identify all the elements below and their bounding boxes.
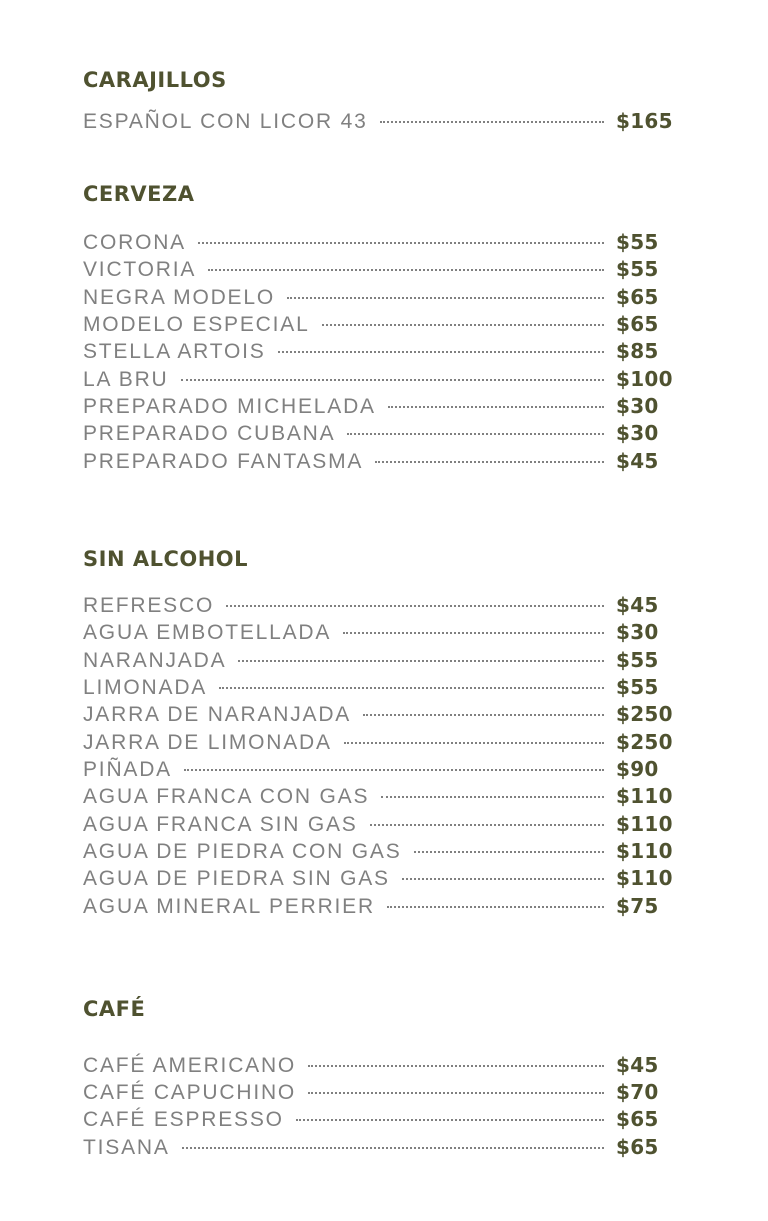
dot-leader <box>363 713 604 716</box>
item-name: CAFÉ AMERICANO <box>83 1054 297 1077</box>
item-price: $110 <box>616 866 673 890</box>
dot-leader <box>375 460 604 463</box>
menu-item <box>83 783 676 810</box>
item-name: VICTORIA <box>83 258 197 281</box>
item-name: PIÑADA <box>83 758 172 781</box>
item-price: $90 <box>616 757 659 781</box>
menu-item <box>83 366 676 393</box>
dot-leader <box>198 241 604 244</box>
item-price: $250 <box>616 702 673 726</box>
menu-item <box>83 592 676 619</box>
section-title-carajillos: CARAJILLOS <box>83 68 227 92</box>
dot-leader <box>380 120 604 123</box>
item-name: LIMONADA <box>83 676 208 699</box>
dot-leader <box>184 768 604 771</box>
item-price: $110 <box>616 812 673 836</box>
dot-leader <box>414 850 604 853</box>
item-price: $55 <box>616 648 659 672</box>
menu-item <box>83 393 676 420</box>
item-price: $55 <box>616 230 659 254</box>
menu-item <box>83 619 676 646</box>
item-price: $250 <box>616 730 673 754</box>
dot-leader <box>308 1091 604 1094</box>
menu-item <box>83 674 676 701</box>
item-name: JARRA DE NARANJADA <box>83 703 352 726</box>
dot-leader <box>182 1146 604 1149</box>
item-price: $65 <box>616 312 659 336</box>
menu-item <box>83 229 676 256</box>
dot-leader <box>381 795 604 798</box>
item-name: AGUA FRANCA SIN GAS <box>83 813 358 836</box>
dot-leader <box>308 1064 604 1067</box>
dot-leader <box>347 432 604 435</box>
item-name: CAFÉ CAPUCHINO <box>83 1081 297 1104</box>
item-name: NEGRA MODELO <box>83 286 275 309</box>
dot-leader <box>226 604 604 607</box>
menu-item <box>83 1079 676 1106</box>
dot-leader <box>181 378 605 381</box>
menu-item <box>83 1052 676 1079</box>
item-name: TISANA <box>83 1136 170 1159</box>
dot-leader <box>287 296 604 299</box>
item-name: AGUA DE PIEDRA CON GAS <box>83 840 402 863</box>
item-price: $85 <box>616 339 659 363</box>
dot-leader <box>388 405 604 408</box>
dot-leader <box>296 1118 604 1121</box>
menu-item <box>83 729 676 756</box>
section-title-cerveza: CERVEZA <box>83 182 195 206</box>
item-price: $55 <box>616 257 659 281</box>
item-price: $165 <box>616 109 673 133</box>
item-price: $110 <box>616 839 673 863</box>
item-name: PREPARADO MICHELADA <box>83 395 376 418</box>
item-price: $65 <box>616 1107 659 1131</box>
item-price: $65 <box>616 285 659 309</box>
item-price: $75 <box>616 894 659 918</box>
item-price: $45 <box>616 449 659 473</box>
item-price: $45 <box>616 593 659 617</box>
dot-leader <box>278 350 604 353</box>
menu-item <box>83 893 676 920</box>
item-price: $45 <box>616 1053 659 1077</box>
item-name: AGUA FRANCA CON GAS <box>83 785 370 808</box>
item-name: ESPAÑOL CON LICOR 43 <box>83 110 368 133</box>
menu-item <box>83 756 676 783</box>
item-name: PREPARADO CUBANA <box>83 422 336 445</box>
item-name: LA BRU <box>83 368 169 391</box>
dot-leader <box>387 905 604 908</box>
item-name: AGUA EMBOTELLADA <box>83 621 332 644</box>
dot-leader <box>238 659 604 662</box>
item-name: REFRESCO <box>83 594 215 617</box>
dot-leader <box>344 741 604 744</box>
section-title-cafe: CAFÉ <box>83 997 146 1021</box>
item-name: AGUA DE PIEDRA SIN GAS <box>83 867 390 890</box>
menu-item <box>83 256 676 283</box>
item-name: NARANJADA <box>83 649 227 672</box>
menu-item <box>83 865 676 892</box>
menu-item <box>83 420 676 447</box>
dot-leader <box>219 686 604 689</box>
menu-item <box>83 647 676 674</box>
dot-leader <box>208 268 604 271</box>
menu-item <box>83 1106 676 1133</box>
item-price: $30 <box>616 421 659 445</box>
menu-item <box>83 108 676 135</box>
item-price: $110 <box>616 784 673 808</box>
item-name: JARRA DE LIMONADA <box>83 731 332 754</box>
menu-item <box>83 311 676 338</box>
section-title-sin-alcohol: SIN ALCOHOL <box>83 547 249 571</box>
menu-item <box>83 838 676 865</box>
menu-item <box>83 1134 676 1161</box>
item-price: $30 <box>616 620 659 644</box>
item-name: STELLA ARTOIS <box>83 340 266 363</box>
item-price: $100 <box>616 367 673 391</box>
item-name: CORONA <box>83 231 186 254</box>
item-price: $70 <box>616 1080 659 1104</box>
item-name: CAFÉ ESPRESSO <box>83 1108 284 1131</box>
menu-item <box>83 701 676 728</box>
item-name: AGUA MINERAL PERRIER <box>83 895 375 918</box>
dot-leader <box>322 323 604 326</box>
item-name: PREPARADO FANTASMA <box>83 450 364 473</box>
dot-leader <box>343 631 604 634</box>
dot-leader <box>402 877 604 880</box>
menu-item <box>83 338 676 365</box>
menu-item <box>83 811 676 838</box>
item-price: $55 <box>616 675 659 699</box>
menu-item <box>83 448 676 475</box>
item-price: $65 <box>616 1135 659 1159</box>
item-price: $30 <box>616 394 659 418</box>
item-name: MODELO ESPECIAL <box>83 313 310 336</box>
menu-item <box>83 284 676 311</box>
dot-leader <box>370 823 604 826</box>
